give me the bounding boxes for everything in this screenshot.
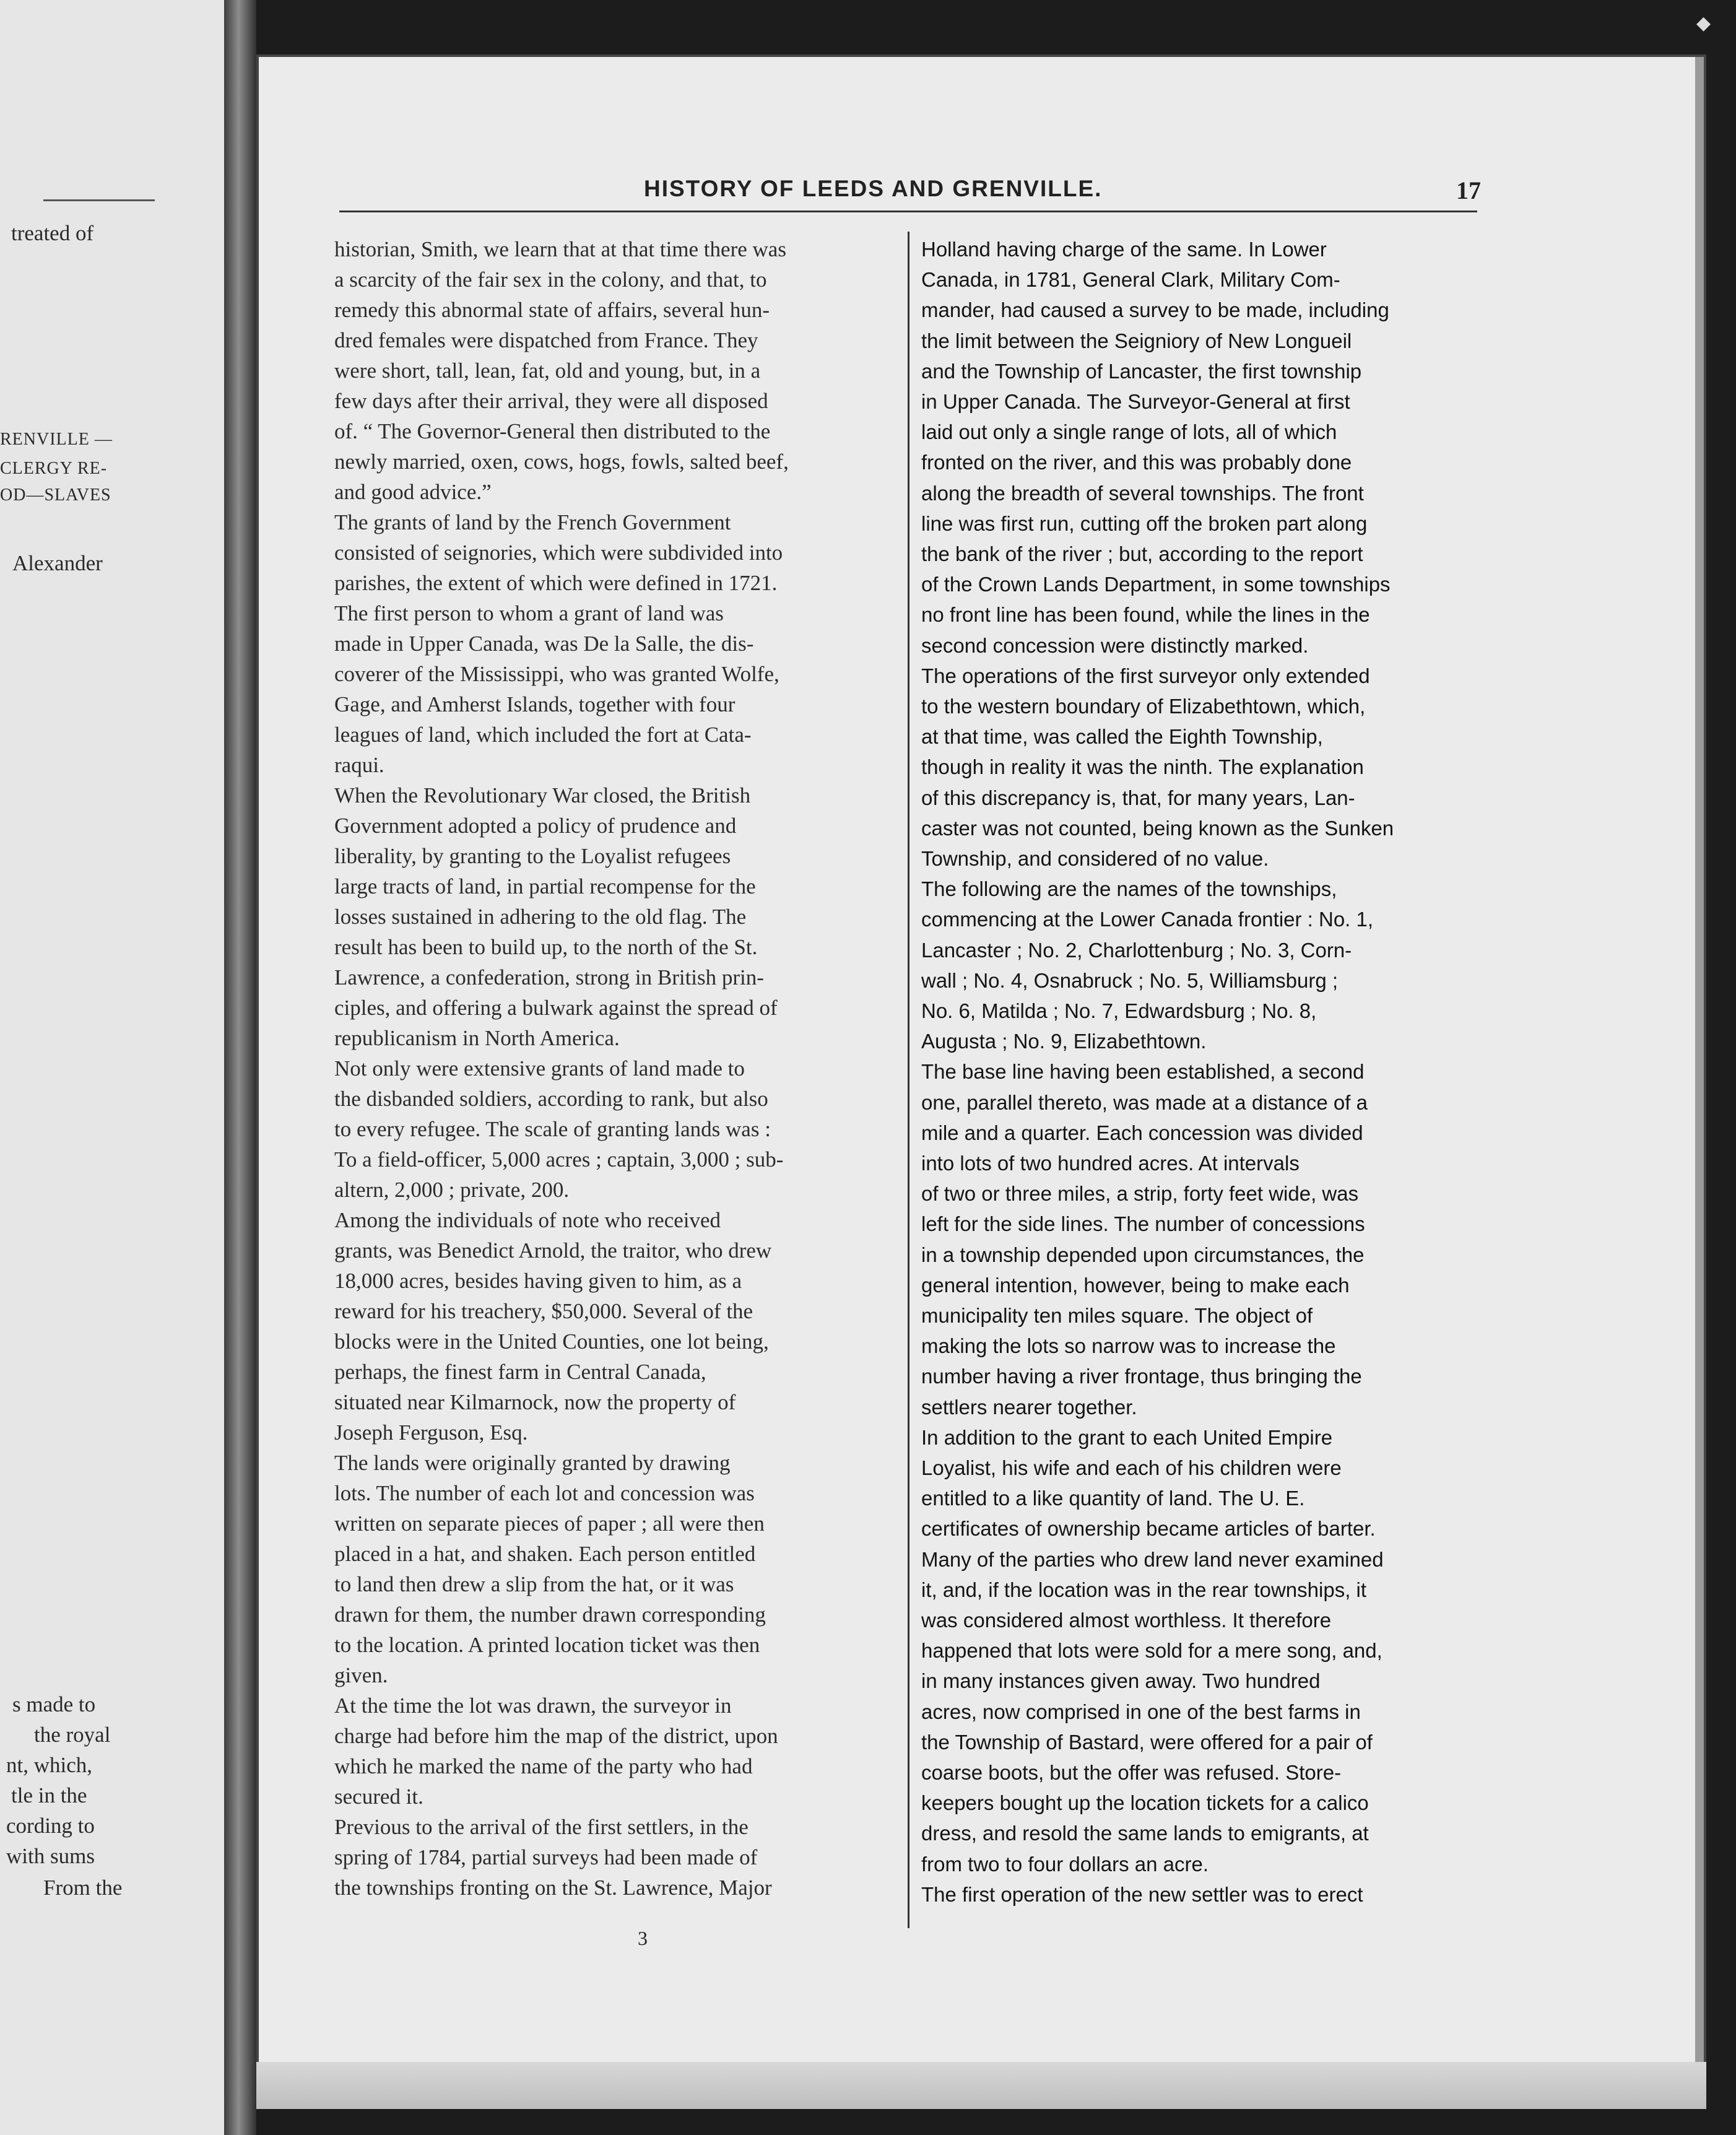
text-line: ciples, and offering a bulwark against the spread of — [334, 996, 778, 1020]
text-line: consisted of seignories, which were subdivided into — [334, 541, 783, 565]
text-line: written on separate pieces of paper ; all were then — [334, 1511, 765, 1536]
text-line: from two to four dollars an acre. — [921, 1852, 1209, 1876]
text-line: spring of 1784, partial surveys had been made of — [334, 1845, 758, 1869]
text-line: along the breadth of several townships. The front — [921, 481, 1364, 505]
text-line: blocks were in the United Counties, one lot being, — [334, 1329, 769, 1354]
text-line: of two or three miles, a strip, forty feet wide, was — [921, 1182, 1359, 1206]
text-line: laid out only a single range of lots, all of which — [921, 420, 1337, 444]
page-number: 17 — [1456, 176, 1481, 204]
text-line: Gage, and Amherst Islands, together with four — [334, 692, 736, 716]
text-line: historian, Smith, we learn that at that time there was — [334, 237, 786, 261]
previous-page-line: Alexander — [12, 551, 103, 575]
text-line: Not only were extensive grants of land made to — [334, 1056, 745, 1081]
text-line: given. — [334, 1663, 388, 1687]
text-line: made in Upper Canada, was De la Salle, the dis- — [334, 632, 754, 656]
text-line: caster was not counted, being known as the Sunken — [921, 816, 1394, 840]
text-line: the townships fronting on the St. Lawrence, Major — [334, 1876, 772, 1900]
text-line: No. 6, Matilda ; No. 7, Edwardsburg ; No. 8, — [921, 999, 1317, 1022]
previous-page-line: From the — [43, 1876, 123, 1900]
text-line: Holland having charge of the same. In Lower — [921, 238, 1327, 261]
text-line: drawn for them, the number drawn corresponding — [334, 1602, 766, 1627]
text-line: to land then drew a slip from the hat, or it was — [334, 1572, 734, 1596]
text-line: lots. The number of each lot and concession was — [334, 1481, 755, 1505]
text-line: number having a river frontage, thus bringing the — [921, 1365, 1362, 1388]
text-line: in Upper Canada. The Surveyor-General at first — [921, 390, 1350, 413]
text-line: grants, was Benedict Arnold, the traitor, who drew — [334, 1238, 772, 1263]
text-line: in many instances given away. Two hundred — [921, 1669, 1321, 1693]
text-line: When the Revolutionary War closed, the British — [334, 783, 751, 807]
text-line: Loyalist, his wife and each of his children were — [921, 1456, 1342, 1479]
previous-page-line: treated of — [11, 221, 94, 245]
text-line: municipality ten miles square. The object of — [921, 1304, 1313, 1327]
text-line: and good advice.” — [334, 480, 492, 504]
text-line: reward for his treachery, $50,000. Several of the — [334, 1299, 753, 1323]
text-line: Lancaster ; No. 2, Charlottenburg ; No. 3, Corn- — [921, 938, 1352, 962]
text-line: certificates of ownership became articles of barter. — [921, 1517, 1376, 1541]
text-line: into lots of two hundred acres. At intervals — [921, 1152, 1300, 1175]
text-line: Among the individuals of note who received — [334, 1208, 721, 1232]
text-line: Augusta ; No. 9, Elizabethtown. — [921, 1030, 1207, 1053]
text-line: Previous to the arrival of the first settlers, in the — [334, 1815, 749, 1839]
page-edge — [1695, 57, 1704, 2107]
text-line: of. “ The Governor-General then distributed to the — [334, 419, 771, 443]
previous-page-fragment — [0, 0, 224, 2135]
text-line: was considered almost worthless. It therefore — [921, 1609, 1332, 1632]
previous-page-line: RENVILLE — — [0, 430, 113, 449]
previous-page-rule — [43, 199, 155, 201]
signature-mark: 3 — [638, 1927, 648, 1949]
page-bottom-edge — [256, 2062, 1706, 2109]
text-line: situated near Kilmarnock, now the property of — [334, 1390, 736, 1414]
text-line: Canada, in 1781, General Clark, Military Com- — [921, 268, 1340, 292]
text-line: The operations of the first surveyor only extended — [921, 664, 1370, 687]
text-line: Township, and considered of no value. — [921, 847, 1269, 870]
text-line: commencing at the Lower Canada frontier : No. 1, — [921, 908, 1374, 931]
text-line: republicanism in North America. — [334, 1026, 620, 1050]
text-line: The lands were originally granted by drawing — [334, 1451, 731, 1475]
text-line: the limit between the Seigniory of New Longueil — [921, 329, 1352, 352]
text-line: losses sustained in adhering to the old flag. The — [334, 905, 747, 929]
text-line: entitled to a like quantity of land. The U. E. — [921, 1487, 1305, 1510]
text-line: newly married, oxen, cows, hogs, fowls, salted beef, — [334, 450, 789, 474]
text-line: of this discrepancy is, that, for many years, Lan- — [921, 786, 1355, 809]
previous-page-line: cording to — [6, 1814, 95, 1838]
text-line: keepers bought up the location tickets for a calico — [921, 1791, 1369, 1815]
text-line: line was first run, cutting off the broken part along — [921, 511, 1368, 535]
text-line: making the lots so narrow was to increase the — [921, 1334, 1336, 1358]
text-line: no front line has been found, while the lines in the — [921, 603, 1370, 627]
text-line: of the Crown Lands Department, in some townships — [921, 573, 1391, 596]
text-line: dress, and resold the same lands to emigrants, at — [921, 1822, 1369, 1845]
previous-page-line: CLERGY RE- — [0, 459, 108, 478]
text-line: fronted on the river, and this was probably done — [921, 451, 1352, 474]
text-line: the bank of the river ; but, according to the report — [921, 542, 1363, 565]
text-line: to the western boundary of Elizabethtown, which, — [921, 695, 1366, 718]
text-line: charge had before him the map of the district, upon — [334, 1724, 778, 1748]
text-line: mander, had caused a survey to be made, including — [921, 298, 1389, 322]
text-line: altern, 2,000 ; private, 200. — [334, 1178, 570, 1202]
text-line: left for the side lines. The number of concessions — [921, 1212, 1365, 1236]
text-line: The base line having been established, a second — [921, 1060, 1365, 1084]
text-line: Joseph Ferguson, Esq. — [334, 1420, 528, 1445]
text-line: large tracts of land, in partial recompense for the — [334, 874, 756, 898]
previous-page-line: OD—SLAVES — [0, 485, 111, 505]
text-line: in a township depended upon circumstances, the — [921, 1243, 1365, 1266]
text-line: at that time, was called the Eighth Township, — [921, 725, 1323, 749]
text-line: though in reality it was the ninth. The explanation — [921, 755, 1364, 779]
text-line: wall ; No. 4, Osnabruck ; No. 5, Williamsburg ; — [921, 968, 1339, 992]
text-line: dred females were dispatched from France. They — [334, 328, 758, 352]
text-line: At the time the lot was drawn, the surveyor in — [334, 1694, 732, 1718]
text-line: Many of the parties who drew land never examined — [921, 1547, 1384, 1571]
previous-page-line: nt, which, — [6, 1753, 93, 1777]
text-line: acres, now comprised in one of the best farms in — [921, 1700, 1361, 1723]
previous-page-line: the royal — [34, 1723, 111, 1747]
text-line: second concession were distinctly marked. — [921, 633, 1309, 657]
header-rule — [339, 211, 1477, 212]
text-line: 18,000 acres, besides having given to him, as a — [334, 1269, 742, 1293]
text-line: The first operation of the new settler was to erect — [921, 1882, 1363, 1906]
text-line: leagues of land, which included the fort at Cata- — [334, 723, 752, 747]
text-line: the disbanded soldiers, according to rank, but also — [334, 1087, 768, 1111]
text-line: To a field-officer, 5,000 acres ; captain, 3,000 ; sub- — [334, 1147, 784, 1172]
text-line: to every refugee. The scale of granting lands was : — [334, 1117, 771, 1141]
previous-page-line: with sums — [6, 1844, 95, 1868]
text-line: secured it. — [334, 1785, 423, 1809]
text-line: The first person to whom a grant of land was — [334, 601, 724, 625]
book-gutter — [224, 0, 256, 2135]
previous-page-line: tle in the — [11, 1783, 87, 1807]
text-line: remedy this abnormal state of affairs, several hun- — [334, 298, 770, 322]
text-line: to the location. A printed location ticket was then — [334, 1633, 760, 1657]
text-line: which he marked the name of the party who had — [334, 1754, 753, 1778]
text-line: Lawrence, a confederation, strong in British prin- — [334, 965, 764, 989]
text-line: result has been to build up, to the north of the St. — [334, 935, 758, 959]
text-line: few days after their arrival, they were all disposed — [334, 389, 768, 413]
text-line: coverer of the Mississippi, who was granted Wolfe, — [334, 662, 779, 686]
text-line: liberality, by granting to the Loyalist refugees — [334, 844, 731, 868]
corner-mark: ◆ — [1696, 13, 1711, 33]
column-divider — [908, 232, 909, 1928]
text-line: placed in a hat, and shaken. Each person entitled — [334, 1542, 756, 1566]
text-line: raqui. — [334, 753, 384, 777]
text-line: settlers nearer together. — [921, 1395, 1137, 1419]
text-line: Government adopted a policy of prudence and — [334, 814, 737, 838]
running-header: HISTORY OF LEEDS AND GRENVILLE. — [644, 176, 1103, 201]
text-line: happened that lots were sold for a mere song, and, — [921, 1639, 1382, 1663]
text-line: general intention, however, being to make each — [921, 1273, 1350, 1297]
text-line: perhaps, the finest farm in Central Canada, — [334, 1360, 706, 1384]
text-line: a scarcity of the fair sex in the colony, and that, to — [334, 267, 767, 292]
text-line: were short, tall, lean, fat, old and young, but, in a — [334, 359, 761, 383]
text-line: one, parallel thereto, was made at a distance of a — [921, 1090, 1368, 1114]
text-line: The grants of land by the French Government — [334, 510, 731, 534]
text-line: parishes, the extent of which were defined in 1721. — [334, 571, 778, 595]
text-line: it, and, if the location was in the rear townships, it — [921, 1578, 1367, 1601]
text-line: mile and a quarter. Each concession was divided — [921, 1121, 1363, 1144]
previous-page-line: s made to — [12, 1692, 96, 1716]
text-line: The following are the names of the townships, — [921, 877, 1337, 901]
text-line: the Township of Bastard, were offered for a pair of — [921, 1730, 1373, 1754]
text-line: In addition to the grant to each United Empire — [921, 1425, 1333, 1449]
text-line: and the Township of Lancaster, the first township — [921, 359, 1362, 383]
text-line: coarse boots, but the offer was refused. Store- — [921, 1761, 1342, 1784]
